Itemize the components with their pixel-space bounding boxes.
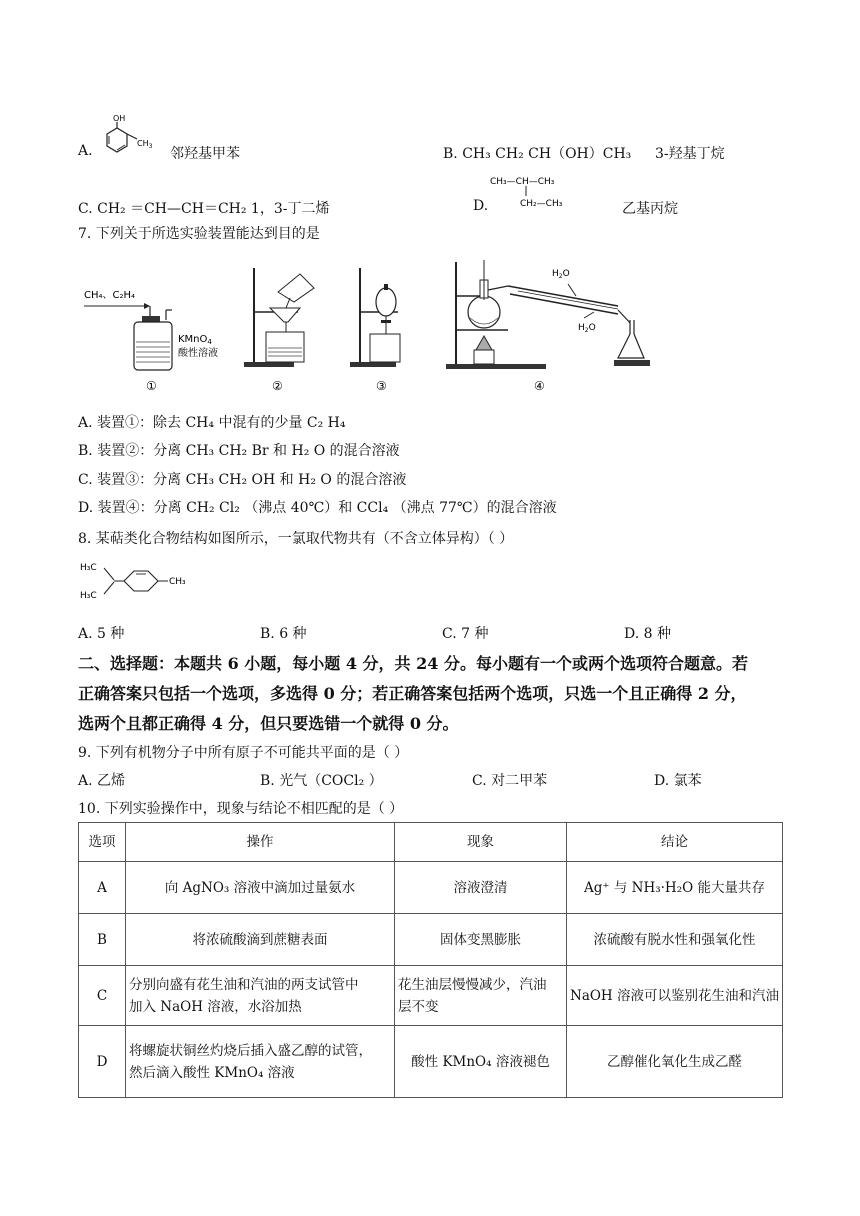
q10-stem: 10. 下列实验操作中，现象与结论不相匹配的是（ ）	[78, 801, 404, 817]
row-phenomenon: 花生油层慢慢减少，汽油 层不变	[395, 966, 567, 1026]
ethyl-propane-structure	[488, 170, 588, 214]
q7-apparatus-figure	[78, 250, 718, 400]
svg-text:CH₃—CH—CH₃: CH₃—CH—CH₃	[490, 177, 555, 187]
terpene-structure	[80, 558, 200, 604]
q6-option-d-name: 乙基丙烷	[622, 201, 678, 217]
q9-option-d: D. 氯苯	[654, 773, 702, 789]
q7-stem: 7. 下列关于所选实验装置能达到目的是	[78, 226, 320, 242]
q6-option-b-name: 3-羟基丁烷	[655, 146, 725, 162]
svg-text:CH₂—CH₃: CH₂—CH₃	[520, 199, 563, 209]
svg-text:CH₃: CH₃	[169, 577, 186, 587]
section2-line-2: 正确答案只包括一个选项，多选得 0 分；若正确答案包括两个选项，只选一个且正确得 2 分，	[78, 684, 747, 703]
svg-text:H₃C: H₃C	[80, 591, 97, 601]
q7-option-a: A. 装置①：除去 CH₄ 中混有的少量 C₂ H₄	[78, 415, 346, 431]
svg-text:①: ①	[146, 379, 157, 393]
q7-option-b: B. 装置②：分离 CH₃ CH₂ Br 和 H₂ O 的混合溶液	[78, 443, 400, 459]
svg-text:KMnO4: KMnO$_4$	[178, 334, 212, 346]
q8-option-a: A. 5 种	[78, 626, 125, 642]
svg-text:OH: OH	[113, 114, 126, 123]
row-operation: 将螺旋状铜丝灼烧后插入盛乙醇的试管， 然后滴入酸性 KMnO₄ 溶液	[126, 1026, 395, 1098]
q6-option-c: C. CH₂ ＝CH—CH＝CH₂ 1，3-丁二烯	[78, 201, 330, 217]
svg-text:H2O: $H_2O$	[578, 323, 596, 334]
row-conclusion: Ag⁺ 与 NH₃·H₂O 能大量共存	[567, 862, 783, 914]
section2-line-3: 选两个且都正确得 4 分，但只要选错一个就得 0 分。	[78, 714, 459, 733]
svg-text:H₃C: H₃C	[80, 563, 97, 573]
row-phenomenon: 溶液澄清	[395, 862, 567, 914]
row-option: B	[79, 914, 126, 966]
row-phenomenon: 固体变黑膨胀	[395, 914, 567, 966]
row-conclusion: 乙醇催化氧化生成乙醛	[567, 1026, 783, 1098]
svg-text:CH₄、C₂H₄: CH₄、C₂H₄	[84, 290, 136, 301]
row-operation: 分别向盛有花生油和汽油的两支试管中 加入 NaOH 溶液，水浴加热	[126, 966, 395, 1026]
q10-table	[78, 822, 783, 1098]
svg-text:CH3: $CH_3$	[137, 139, 153, 150]
q8-option-b: B. 6 种	[260, 626, 307, 642]
q8-option-c: C. 7 种	[442, 626, 489, 642]
q9-stem: 9. 下列有机物分子中所有原子不可能共平面的是（ ）	[78, 745, 409, 761]
q8-stem: 8. 某萜类化合物结构如图所示，一氯取代物共有（不含立体异构）（ ）	[78, 531, 514, 547]
header-conclusion: 结论	[567, 823, 783, 862]
q6-option-b: B. CH₃ CH₂ CH（OH）CH₃	[443, 146, 632, 162]
table-row	[79, 914, 783, 966]
header-operation: 操作	[126, 823, 395, 862]
row-phenomenon: 酸性 KMnO₄ 溶液褪色	[395, 1026, 567, 1098]
svg-text:③: ③	[376, 379, 387, 393]
q8-option-d: D. 8 种	[624, 626, 671, 642]
q9-option-c: C. 对二甲苯	[472, 773, 548, 789]
q6-option-a-label: A.	[78, 143, 93, 159]
table-row	[79, 966, 783, 1026]
section2-line-1: 二、选择题：本题共 6 小题，每小题 4 分，共 24 分。每小题有一个或两个选项符合题意。若	[78, 654, 748, 673]
q7-option-c: C. 装置③：分离 CH₃ CH₂ OH 和 H₂ O 的混合溶液	[78, 472, 407, 488]
q9-option-b: B. 光气（COCl₂ ）	[260, 773, 383, 789]
q9-option-a: A. 乙烯	[78, 773, 126, 789]
table-row	[79, 1026, 783, 1098]
svg-text:酸性溶液: 酸性溶液	[178, 348, 218, 359]
q6-option-d-label: D.	[473, 198, 489, 214]
header-option: 选项	[79, 823, 126, 862]
o-cresol-structure	[93, 112, 163, 162]
row-option: D	[79, 1026, 126, 1098]
row-conclusion: NaOH 溶液可以鉴别花生油和汽油	[567, 966, 783, 1026]
svg-text:H2O: $H_2O$	[552, 269, 570, 280]
row-operation: 将浓硫酸滴到蔗糖表面	[126, 914, 395, 966]
svg-text:②: ②	[272, 379, 283, 393]
table-header-row	[79, 823, 783, 862]
row-option: A	[79, 862, 126, 914]
svg-text:④: ④	[534, 379, 545, 393]
row-operation: 向 AgNO₃ 溶液中滴加过量氨水	[126, 862, 395, 914]
table-row	[79, 862, 783, 914]
row-conclusion: 浓硫酸有脱水性和强氧化性	[567, 914, 783, 966]
q6-option-a-name: 邻羟基甲苯	[170, 146, 240, 162]
row-option: C	[79, 966, 126, 1026]
q7-option-d: D. 装置④：分离 CH₂ Cl₂ （沸点 40℃）和 CCl₄ （沸点 77℃）的混合溶液	[78, 500, 557, 516]
header-phenomenon: 现象	[395, 823, 567, 862]
